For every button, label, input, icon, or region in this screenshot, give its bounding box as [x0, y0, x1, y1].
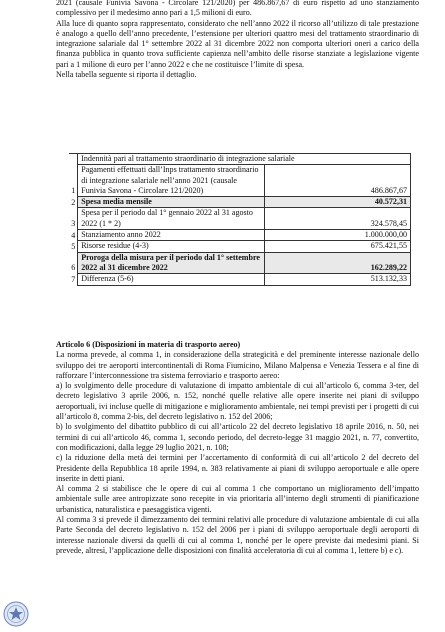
row-description: Spesa per il periodo dal 1° gennaio 2022 al 31 agosto 2022 (1 * 2) — [78, 208, 265, 230]
article-paragraph: c) la riduzione della metà dei termini per l’accertamento di conformità di cui all’articolo 2 del decreto del Presidente della Repubblica 18 aprile 1994, n. 383 relativamente ai piani di sviluppo aeroportuale e alle opere inserite in detti piani. — [56, 453, 419, 483]
row-value: 486.867,67 — [265, 165, 411, 197]
row-value: 513.132,33 — [265, 274, 411, 285]
intro-paragraph-1: 2021 (causale Funivia Savona - Circolare 121/2020) per 486.867,67 di euro rispetto ad uno stanziamento complessivo per il medesimo anno pari a 1,5 milioni di euro. — [56, 0, 419, 18]
row-number: 7 — [69, 274, 78, 285]
article-paragraph: La norma prevede, al comma 1, in considerazione della strategicità e del preminente interesse nazionale dello sviluppo dei tre aeroporti intercontinentali di Roma Fiumicino, Milano Malpensa e Venezia Tessera e al fine di rafforzare l’interconnessione tra sistema ferroviario e trasporto aereo: — [56, 350, 419, 380]
row-number: 4 — [69, 230, 78, 241]
indemnity-table — [69, 143, 411, 286]
table-row — [69, 165, 411, 197]
article-title: Articolo 6 (Disposizioni in materia di trasporto aereo) — [56, 340, 241, 349]
row-number: 6 — [69, 252, 78, 274]
seal-logo-icon — [3, 601, 29, 627]
intro-paragraph-2: Alla luce di quanto sopra rappresentato, considerato che nell’anno 2022 il ricorso all’utilizzo di tale prestazione è analogo a quello dell’anno precedente, l’estensione per ulteriori quattro mesi del trattamento straordinario di integrazione salariale dal 1° settembre 2022 al 31 dicembre 2022 non comporta ulteriori oneri a carico della finanza pubblica in quanto trova sufficiente capienza nell’ambito delle risorse stanziate a legislazione vigente pari a 1 milione di euro per l’anno 2022 e che ne costituisce l’limite di spesa. — [56, 18, 419, 69]
table-row — [69, 208, 411, 230]
row-value: 40.572,31 — [265, 197, 411, 208]
row-number: 3 — [69, 208, 78, 230]
table-row — [69, 274, 411, 285]
row-description: Spesa media mensile — [78, 197, 265, 208]
indemnity-table-wrapper — [69, 143, 411, 286]
row-number: 2 — [69, 197, 78, 208]
article-paragraph: Al comma 2 si stabilisce che le opere di cui al comma 1 che comportano un miglioramento dell’impatto ambientale sulle aree antropizzate sono recepite in via prioritaria all’interno degli strumenti di pianificazione urbanistica, naturalistica e paesaggistica vigenti. — [56, 484, 419, 514]
table-row — [69, 241, 411, 252]
row-description: Stanziamento anno 2022 — [78, 230, 265, 241]
row-value: 1.000.000,00 — [265, 230, 411, 241]
article-paragraph: a) lo svolgimento delle procedure di valutazione di impatto ambientale di cui all’articolo 6, comma 3-ter, del decreto legislativo 3 aprile 2006, n. 152, nonché quelle relative alle opere inserite nei piani di sviluppo aeroportuali, ivi incluse quelle di mitigazione e miglioramento ambientale, nei tempi previsti per i progetti di cui all’articolo 8, comma 2-bis, del decreto legislativo n. 152 del 2006; — [56, 381, 419, 422]
article-6-section — [56, 340, 419, 556]
article-paragraph: Al comma 3 si prevede il dimezzamento dei termini relativi alle procedure di valutazione ambientale di cui alla Parte Seconda del decreto legislativo n. 152 del 2006 per i piani di sviluppo aeroportuale degli aeroporti di interesse nazionale diversi da quelli di cui al comma 1, nonché per le opere previste dai medesimi piani. Si prevede, altresì, l’applicazione delle disposizioni con finalità acceleratoria di cui al comma 1, lettere b) e c). — [56, 515, 419, 555]
row-number: 1 — [69, 165, 78, 197]
article-paragraph: b) lo svolgimento del dibattito pubblico di cui all’articolo 22 del decreto legislativo 18 aprile 2016, n. 50, nei termini di cui all’articolo 46, comma 1, secondo periodo, del decreto-legge 31 maggio 2021, n. 77, convertito, con modificazioni, dalla legge 29 luglio 2021, n. 108; — [56, 422, 419, 452]
row-value: 675.421,55 — [265, 241, 411, 252]
row-value: 162.289,22 — [265, 252, 411, 274]
row-description: Risorse residue (4-3) — [78, 241, 265, 252]
intro-section — [56, 0, 419, 80]
intro-paragraph-3: Nella tabella seguente si riporta il dettaglio. — [56, 70, 197, 80]
row-value: 324.578,45 — [265, 208, 411, 230]
table-row — [69, 252, 411, 274]
row-description: Proroga della misura per il periodo dal 1° settembre 2022 al 31 dicembre 2022 — [78, 252, 265, 274]
row-description: Pagamenti effettuati dall’Inps trattamento straordinario di integrazione salariale nell’anno 2021 (causale Funivia Savona - Circolare 121/2020) — [78, 165, 265, 197]
table-header: Indennità pari al trattamento straordinario di integrazione salariale — [78, 154, 411, 165]
table-row — [69, 197, 411, 208]
row-description: Differenza (5-6) — [78, 274, 265, 285]
row-number: 5 — [69, 241, 78, 252]
table-row — [69, 230, 411, 241]
